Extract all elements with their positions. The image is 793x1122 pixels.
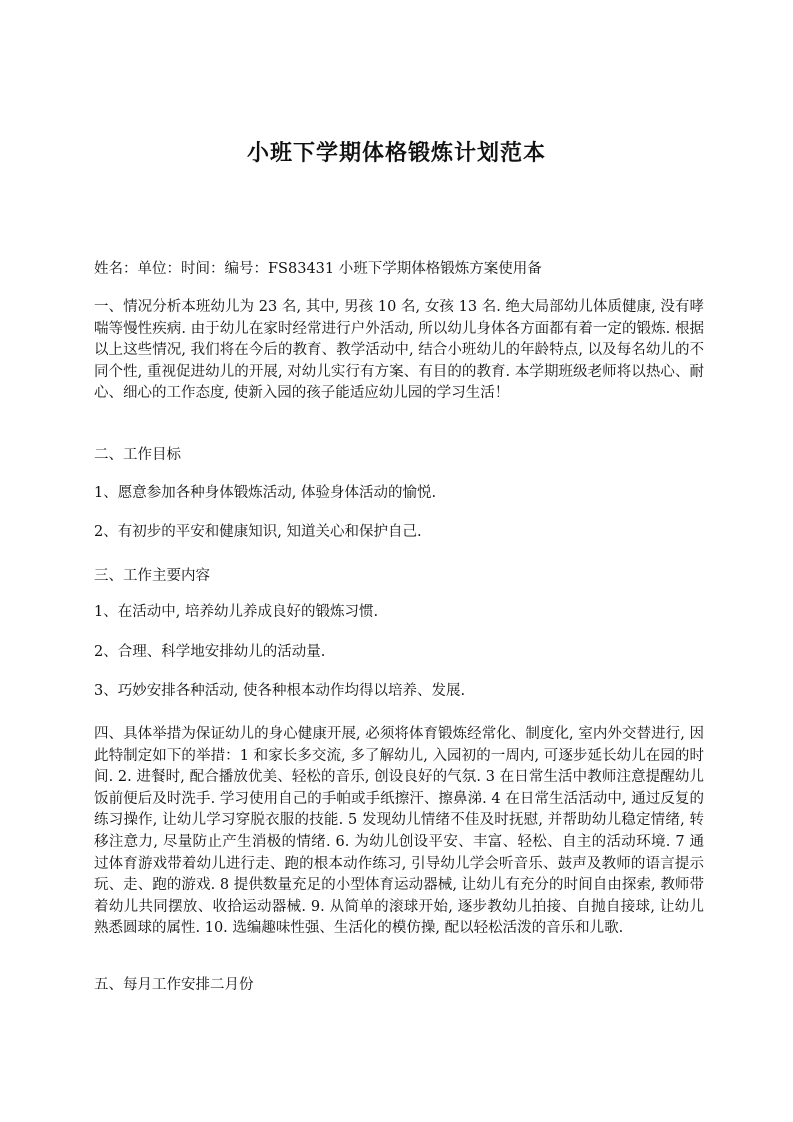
paragraph-situation-analysis: 一、情况分析本班幼儿为 23 名, 其中, 男孩 10 名, 女孩 13 名. 绝大局部幼儿体质健康, 没有哮喘等慢性疾病. 由于幼儿在家时经常进行户外活动, 所以幼儿身体各方面都有着一定的锻炼. 根据以上这些情况, 我们将在今后的教育、教学活动中, 结合小班幼儿的年龄特点, 以及每名幼儿的不同个性, 重视促进幼儿的开展, 对幼儿实行有方案、有目的的教育. 本学期班级老师将以热心、耐心、细心的工作态度, 使新入园的孩子能适应幼儿园的学习生活！ — [94, 299, 704, 402]
heading-monthly-plan: 五、每月工作安排二月份 — [94, 977, 254, 993]
paragraph-specific-measures: 四、具体举措为保证幼儿的身心健康开展, 必须将体育锻炼经常化、制度化, 室内外交替进行, 因此特制定如下的举措：1 和家长多交流, 多了解幼儿, 入园初的一周内, 可逐步延长幼儿在园的时间. 2. 进餐时, 配合播放优美、轻松的音乐, 创设良好的气氛. 3 在日常生活中教师注意提醒幼儿饭前便后及时洗手. 学习使用自己的手帕或手纸擦汗、擦鼻涕. 4 在日常生活活动中, 通过反复的练习操作, 让幼儿学习穿脱衣服的技能. 5 发现幼儿情绪不佳及时抚慰, 并帮助幼儿稳定情绪, 转移注意力, 尽量防止产生消极的情绪. 6. 为幼儿创设平安、丰富、轻松、自主的活动环境. 7 通过体育游戏带着幼儿进行走、跑的根本动作练习, 引导幼儿学会听音乐、鼓声及教师的语言提示玩、走、跑的游戏. 8 提供数量充足的小型体育运动器械, 让幼儿有充分的时间自由探索, 教师带着幼儿共同摆放、收拾运动器械. 9. 从简单的滚球开始, 逐步教幼儿拍接、自抛自接球, 让幼儿熟悉圆球的属性. 10. 选编趣味性强、生活化的模仿操, 配以轻松活泼的音乐和儿歌. — [94, 726, 704, 937]
meta-line: 姓名：单位：时间：编号：FS83431 小班下学期体格锻炼方案使用备 — [94, 261, 542, 277]
paragraph-content-2: 2、合理、科学地安排幼儿的活动量. — [94, 644, 326, 660]
page-title: 小班下学期体格锻炼计划范本 — [246, 141, 546, 166]
paragraph-goal-1: 1、愿意参加各种身体锻炼活动, 体验身体活动的愉悦. — [94, 485, 437, 501]
paragraph-content-1: 1、在活动中, 培养幼儿养成良好的锻炼习惯. — [94, 604, 379, 620]
paragraph-goal-2: 2、有初步的平安和健康知识, 知道关心和保护自己. — [94, 524, 422, 540]
paragraph-content-3: 3、巧妙安排各种活动, 使各种根本动作均得以培养、发展. — [94, 683, 466, 699]
heading-main-content: 三、工作主要内容 — [94, 568, 210, 584]
heading-work-goals: 二、工作目标 — [94, 447, 181, 463]
